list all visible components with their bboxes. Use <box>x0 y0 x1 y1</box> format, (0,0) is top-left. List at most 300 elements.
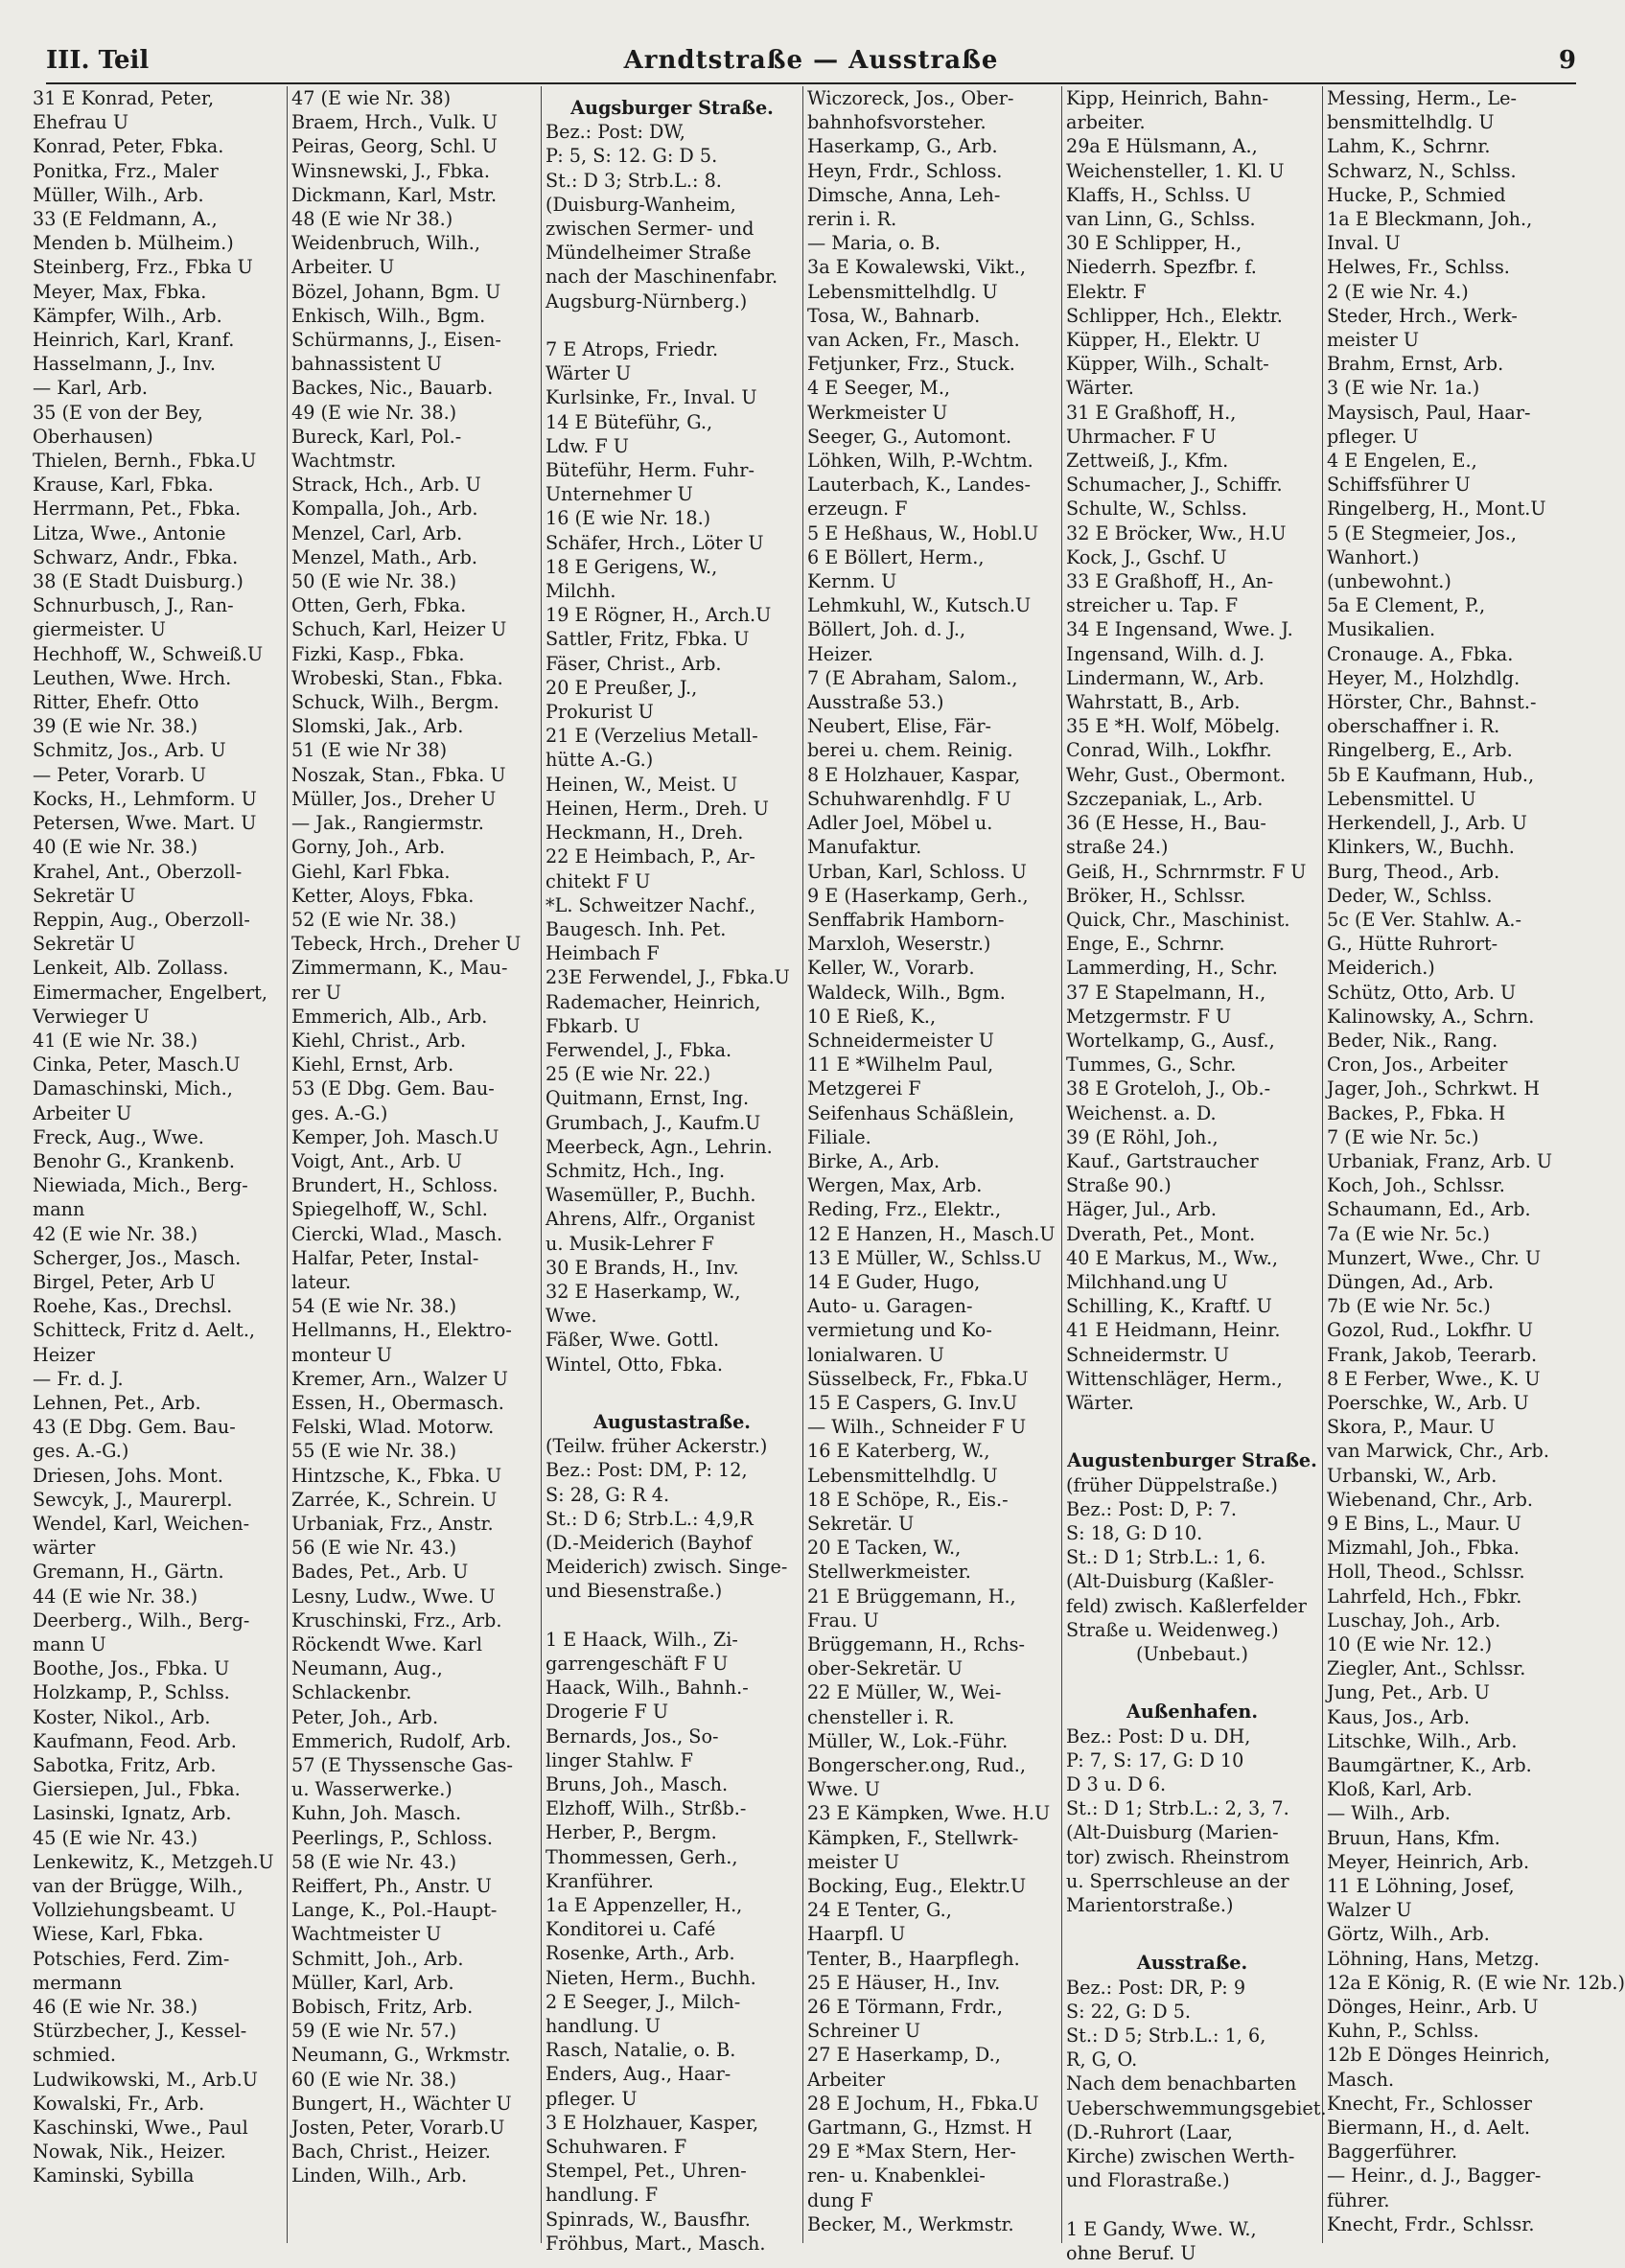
directory-column-5 <box>1062 86 1327 2264</box>
directory-line: Lebensmittel. U <box>1327 787 1476 810</box>
directory-line: Rosenke, Arth., Arb. <box>546 1942 735 1965</box>
directory-line: Herkendell, J., Arb. U <box>1327 812 1527 835</box>
directory-line: Schürmanns, J., Eisen- <box>291 329 501 352</box>
directory-line: 16 (E wie Nr. 18.) <box>546 507 711 530</box>
directory-line: Meyer, Heinrich, Arb. <box>1327 1850 1530 1873</box>
directory-line: 59 (E wie Nr. 57.) <box>291 2020 457 2043</box>
directory-line: Brahm, Ernst, Arb. <box>1327 353 1504 376</box>
directory-line: Sabotka, Fritz, Arb. <box>33 1754 217 1777</box>
directory-line: Heinen, Herm., Dreh. U <box>546 797 769 820</box>
directory-line: Becker, M., Werkmstr. <box>807 2212 1014 2235</box>
directory-line: Hörster, Chr., Bahnst.- <box>1327 691 1537 714</box>
directory-line: Lange, K., Pol.-Haupt- <box>291 1899 498 1922</box>
directory-line: Driesen, Johs. Mont. <box>33 1464 223 1487</box>
directory-line: Zarrée, K., Schrein. U <box>291 1488 498 1511</box>
directory-line: Bez.: Post: DR, P: 9 <box>1066 1976 1246 1999</box>
directory-line: P: 7, S: 17, G: D 10 <box>1066 1748 1244 1771</box>
directory-line: Ritter, Ehefr. Otto <box>33 691 199 714</box>
directory-line: Kiehl, Christ., Arb. <box>291 1029 467 1052</box>
directory-line: 48 (E wie Nr 38.) <box>291 208 453 231</box>
directory-line: Kranführer. <box>546 1869 654 1892</box>
directory-line: Küpper, Wilh., Schalt- <box>1066 353 1269 376</box>
directory-line: Beder, Nik., Rang. <box>1327 1029 1498 1052</box>
directory-line: Heyn, Frdr., Schloss. <box>807 159 1003 182</box>
directory-line: Stürzbecher, J., Kessel- <box>33 2020 247 2043</box>
directory-line: Munzert, Wwe., Chr. U <box>1327 1246 1542 1269</box>
directory-line: Arbeiter <box>807 2068 886 2091</box>
directory-line: straße 24.) <box>1066 836 1169 859</box>
directory-line: Hasselmann, J., Inv. <box>33 353 217 376</box>
directory-line: lateur. <box>291 1270 352 1293</box>
directory-line: 10 (E wie Nr. 12.) <box>1327 1633 1493 1655</box>
directory-line: Schumacher, J., Schiffr. <box>1066 474 1283 497</box>
directory-line: Noszak, Stan., Fbka. U <box>291 763 506 786</box>
directory-line: 1 E Haack, Wilh., Zi- <box>546 1628 738 1651</box>
directory-line: Wachtmeister U <box>291 1923 442 1946</box>
directory-line: — Karl, Arb. <box>33 377 148 400</box>
directory-line: Steder, Hrch., Werk- <box>1327 304 1518 327</box>
directory-line: (Alt-Duisburg (Kaßler- <box>1066 1570 1274 1593</box>
directory-line: Josten, Peter, Vorarb.U <box>291 2117 505 2140</box>
directory-line: Kaus, Jos., Arb. <box>1327 1705 1470 1728</box>
directory-line: Wehr, Gust., Obermont. <box>1066 763 1287 786</box>
street-heading: Augustastraße. <box>593 1410 751 1433</box>
directory-line: Poerschke, W., Arb. U <box>1327 1391 1529 1414</box>
directory-line: 4 E Engelen, E., <box>1327 450 1477 473</box>
directory-line: 33 E Graßhoff, H., An- <box>1066 570 1274 593</box>
directory-line: 38 E Groteloh, J., Ob.- <box>1066 1077 1271 1100</box>
directory-line: Otten, Gerh, Fbka. <box>291 594 467 617</box>
directory-line: Jung, Pet., Arb. U <box>1327 1681 1490 1704</box>
directory-line: chitekt F U <box>546 869 651 892</box>
directory-line: Cinka, Peter, Masch.U <box>33 1053 241 1076</box>
street-heading: Augsburger Straße. <box>570 97 774 119</box>
directory-line: Linden, Wilh., Arb. <box>291 2164 468 2187</box>
directory-line: oberschaffner i. R. <box>1327 715 1500 738</box>
directory-line: Bernards, Jos., So- <box>546 1724 719 1747</box>
directory-line: Schuck, Wilh., Bergm. <box>291 691 499 714</box>
directory-line: van Marwick, Chr., Arb. <box>1327 1440 1549 1463</box>
directory-line: Baggerführer. <box>1327 2141 1458 2164</box>
directory-line: Voigt, Ant., Arb. U <box>291 1149 462 1172</box>
directory-line: St.: D 1; Strb.L.: 2, 3, 7. <box>1066 1797 1289 1820</box>
directory-line: Enkisch, Wilh., Bgm. <box>291 304 486 327</box>
directory-line: 31 E Graßhoff, H., <box>1066 401 1237 424</box>
directory-line: 5 (E Stegmeier, Jos., <box>1327 521 1517 544</box>
directory-line: 40 E Markus, M., Ww., <box>1066 1246 1278 1269</box>
directory-line: 27 E Haserkamp, D., <box>807 2044 1001 2067</box>
directory-line: 12b E Dönges Heinrich, <box>1327 2044 1550 2067</box>
directory-line: Kurlsinke, Fr., Inval. U <box>546 386 757 409</box>
directory-line: 41 (E wie Nr. 38.) <box>33 1029 198 1052</box>
directory-line: Schütz, Otto, Arb. U <box>1327 981 1517 1004</box>
directory-line: Kaufmann, Feod. Arb. <box>33 1729 237 1752</box>
directory-line: Urbaniak, Frz., Anstr. <box>291 1512 494 1535</box>
directory-line: Slomski, Jak., Arb. <box>291 715 464 738</box>
directory-line: wärter <box>33 1537 96 1560</box>
directory-line: 30 E Brands, H., Inv. <box>546 1256 739 1279</box>
directory-line: mann U <box>33 1633 106 1655</box>
directory-line: u. Wasserwerke.) <box>291 1778 453 1801</box>
directory-line: Ehefrau U <box>33 111 129 134</box>
directory-line: bahnassistent U <box>291 353 442 376</box>
directory-line: 53 (E Dbg. Gem. Bau- <box>291 1077 495 1100</box>
directory-line: Weidenbruch, Wilh., <box>291 232 480 255</box>
directory-line: ges. A.-G.) <box>291 1101 388 1124</box>
directory-line: Ciercki, Wlad., Masch. <box>291 1222 503 1245</box>
directory-line: Kipp, Heinrich, Bahn- <box>1066 87 1269 109</box>
directory-line: Uhrmacher. F U <box>1066 425 1217 448</box>
directory-line: Luschay, Joh., Arb. <box>1327 1608 1501 1632</box>
directory-line: lonialwaren. U <box>807 1343 944 1366</box>
directory-line: hütte A.-G.) <box>546 749 654 772</box>
directory-line: S: 28, G: R 4. <box>546 1483 670 1506</box>
directory-line: Schwarz, Andr., Fbka. <box>33 545 239 568</box>
directory-line: 56 (E wie Nr. 43.) <box>291 1537 457 1560</box>
directory-line: Senffabrik Hamborn- <box>807 908 1005 931</box>
directory-line: Kock, J., Gschf. U <box>1066 545 1227 568</box>
directory-line: Tebeck, Hrch., Dreher U <box>291 933 522 956</box>
directory-line <box>1066 2192 1318 2216</box>
directory-line: Kremer, Arn., Walzer U <box>291 1367 508 1390</box>
directory-line: Haserkamp, G., Arb. <box>807 135 998 158</box>
directory-line: Verwieger U <box>33 1005 150 1028</box>
directory-line: 19 E Rögner, H., Arch.U <box>546 604 772 627</box>
directory-line: Görtz, Wilh., Arb. <box>1327 1923 1490 1946</box>
directory-line: Steinberg, Frz., Fbka U <box>33 256 253 279</box>
directory-line: Fäßer, Wwe. Gottl. <box>546 1329 720 1352</box>
directory-line: Herber, P., Bergm. <box>546 1821 717 1844</box>
directory-line: vermietung und Ko- <box>807 1319 992 1342</box>
directory-line: (Alt-Duisburg (Marien- <box>1066 1821 1279 1844</box>
directory-line: Holl, Theod., Schlssr. <box>1327 1561 1525 1584</box>
directory-line: Schaumann, Ed., Arb. <box>1327 1198 1531 1221</box>
directory-line: 39 (E wie Nr. 38.) <box>33 715 198 738</box>
directory-line: Seeger, G., Automont. <box>807 425 1012 448</box>
directory-line: Emmerich, Rudolf, Arb. <box>291 1729 512 1752</box>
directory-line: *L. Schweitzer Nachf., <box>546 893 756 916</box>
directory-line: Reiffert, Ph., Anstr. U <box>291 1875 492 1898</box>
directory-line: 36 (E Hesse, H., Bau- <box>1066 812 1266 835</box>
directory-line: Ueberschwemmungsgebiet. <box>1066 2096 1327 2119</box>
directory-line: Meerbeck, Agn., Lehrin. <box>546 1135 773 1158</box>
directory-line: Giehl, Karl Fbka. <box>291 860 451 883</box>
directory-line: Ketter, Aloys, Fbka. <box>291 884 475 907</box>
directory-line <box>546 1604 799 1628</box>
directory-line: Cron, Jos., Arbeiter <box>1327 1053 1508 1076</box>
directory-line: 12 E Hanzen, H., Masch.U <box>807 1222 1056 1245</box>
directory-line: 7 (E Abraham, Salom., <box>807 666 1018 689</box>
directory-line: van Linn, G., Schlss. <box>1066 208 1256 231</box>
directory-line: 42 (E wie Nr. 38.) <box>33 1222 198 1245</box>
directory-line: Ludwikowski, M., Arb.U <box>33 2068 258 2091</box>
directory-line: Lenkeit, Alb. Zollass. <box>33 957 229 980</box>
directory-line <box>1066 1666 1318 1690</box>
directory-line: Dönges, Heinr., Arb. U <box>1327 1996 1539 2019</box>
directory-line: Milchhand.ung U <box>1066 1270 1228 1293</box>
directory-line: Lenkewitz, K., Metzgeh.U <box>33 1850 274 1873</box>
directory-line: handlung. F <box>546 2184 659 2207</box>
directory-column-3 <box>542 86 803 2255</box>
directory-line: chensteller i. R. <box>807 1705 955 1728</box>
directory-line: 5a E Clement, P., <box>1327 594 1486 617</box>
directory-line: Essen, H., Obermasch. <box>291 1391 504 1414</box>
directory-line: Dverath, Pet., Mont. <box>1066 1222 1256 1245</box>
directory-line <box>546 1377 799 1400</box>
directory-line: 7 E Atrops, Friedr. <box>546 338 719 361</box>
directory-line: Hechhoff, W., Schweiß.U <box>33 642 264 665</box>
directory-line: S: 18, G: D 10. <box>1066 1521 1203 1544</box>
directory-line: bensmittelhdlg. U <box>1327 111 1495 134</box>
directory-line: Rademacher, Heinrich, <box>546 990 761 1013</box>
directory-line: Kauf., Gartstraucher <box>1066 1149 1259 1172</box>
directory-line: Metzgerei F <box>807 1077 921 1100</box>
directory-line: Bocking, Eug., Elektr.U <box>807 1875 1027 1898</box>
directory-line: Felski, Wlad. Motorw. <box>291 1416 495 1439</box>
directory-line: Lahrfeld, Hch., Fbkr. <box>1327 1585 1522 1608</box>
directory-line: 18 E Gerigens, W., <box>546 555 718 578</box>
directory-line: Nowak, Nik., Heizer. <box>33 2141 226 2164</box>
directory-line: Kaminski, Sybilla <box>33 2164 195 2187</box>
directory-line: 58 (E wie Nr. 43.) <box>291 1850 457 1873</box>
directory-line: Boothe, Jos., Fbka. U <box>33 1657 230 1680</box>
directory-line: Spinrads, W., Bausfhr. <box>546 2208 751 2231</box>
directory-line: Neubert, Elise, Fär- <box>807 715 992 738</box>
directory-line: Wanhort.) <box>1327 545 1420 568</box>
directory-line: dung F <box>807 2188 873 2211</box>
directory-line: Schitteck, Fritz d. Aelt., <box>33 1319 256 1342</box>
directory-line: Herrmann, Pet., Fbka. <box>33 498 242 521</box>
directory-line: Geiß, H., Schrnrmstr. F U <box>1066 860 1307 883</box>
directory-line: 40 (E wie Nr. 38.) <box>33 836 198 859</box>
directory-line: Schneidermstr. U <box>1066 1343 1230 1366</box>
directory-line: Sattler, Fritz, Fbka. U <box>546 628 750 651</box>
directory-line: (D.-Ruhrort (Laar, <box>1066 2120 1233 2143</box>
directory-line: Reding, Frz., Elektr., <box>807 1198 1002 1221</box>
directory-line: Löhning, Hans, Metzg. <box>1327 1947 1540 1970</box>
directory-line: Heyer, M., Holzhdlg. <box>1327 666 1521 689</box>
directory-line: 29 E *Max Stern, Her- <box>807 2141 1016 2164</box>
directory-line: Dickmann, Karl, Mstr. <box>291 183 498 206</box>
directory-line: Neumann, G., Wrkmstr. <box>291 2044 511 2067</box>
directory-line: Wittenschläger, Herm., <box>1066 1367 1283 1390</box>
directory-line: rerin i. R. <box>807 208 897 231</box>
directory-line: 39 (E Röhl, Joh., <box>1066 1125 1219 1148</box>
running-title: Arndtstraße — Ausstraße <box>623 46 999 75</box>
directory-column-6 <box>1323 86 1625 2243</box>
directory-line: Kiehl, Ernst, Arb. <box>291 1053 454 1076</box>
directory-line: Vollziehungsbeamt. U <box>33 1899 237 1922</box>
directory-line: Burg, Theod., Arb. <box>1327 860 1500 883</box>
directory-line: — Fr. d. J. <box>33 1367 124 1390</box>
directory-line: Winsnewski, J., Fbka. <box>291 159 490 182</box>
directory-line: Frau. U <box>807 1608 879 1632</box>
directory-line: Messing, Herm., Le- <box>1327 87 1518 109</box>
directory-line: Röckendt Wwe. Karl <box>291 1633 482 1655</box>
directory-line: Menden b. Mülheim.) <box>33 232 234 255</box>
directory-line: Kämpken, F., Stellwrk- <box>807 1826 1019 1849</box>
directory-line: Weichensteller, 1. Kl. U <box>1066 159 1285 182</box>
directory-line: Adler Joel, Möbel u. <box>807 812 993 835</box>
directory-line: Müller, Karl, Arb. <box>291 1971 454 1994</box>
directory-line: Biermann, H., d. Aelt. <box>1327 2117 1530 2140</box>
directory-line: Elzhoff, Wilh., Strßb.- <box>546 1797 747 1820</box>
directory-line: Neumann, Aug., <box>291 1657 443 1680</box>
directory-line: Kowalski, Fr., Arb. <box>33 2092 205 2115</box>
directory-line: Bobisch, Fritz, Arb. <box>291 1996 474 2019</box>
directory-line: Müller, W., Lok.-Führ. <box>807 1729 1009 1752</box>
directory-line: 11 E *Wilhelm Paul, <box>807 1053 994 1076</box>
directory-line: 5 E Heßhaus, W., Hobl.U <box>807 521 1039 544</box>
directory-line: garrengeschäft F U <box>546 1653 729 1675</box>
directory-line: van Acken, Fr., Masch. <box>807 329 1020 352</box>
directory-line: 32 E Bröcker, Ww., H.U <box>1066 521 1287 544</box>
directory-line: D 3 u. D 6. <box>1066 1773 1167 1796</box>
directory-line: u. Sperrschleuse an der <box>1066 1869 1289 1892</box>
directory-line: Gremann, H., Gärtn. <box>33 1561 224 1584</box>
directory-line: Wasemüller, P., Buchh. <box>546 1184 756 1207</box>
directory-line: Frank, Jakob, Teerarb. <box>1327 1343 1538 1366</box>
directory-line: St.: D 5; Strb.L.: 1, 6, <box>1066 2025 1266 2048</box>
directory-line: mann <box>33 1198 85 1221</box>
directory-line: Drogerie F U <box>546 1701 669 1724</box>
directory-line: Kirche) zwischen Werth- <box>1066 2145 1295 2168</box>
directory-line: 9 E (Haserkamp, Gerh., <box>807 884 1029 907</box>
directory-line: Nieten, Herm., Buchh. <box>546 1966 756 1989</box>
directory-line: 47 (E wie Nr. 38) <box>291 87 452 109</box>
directory-line: Litza, Wwe., Antonie <box>33 521 226 544</box>
directory-line: rer U <box>291 981 341 1004</box>
directory-column-1 <box>29 86 288 2243</box>
directory-line: Ldw. F U <box>546 434 629 457</box>
directory-line: Wortelkamp, G., Ausf., <box>1066 1029 1275 1052</box>
directory-line: 7b (E wie Nr. 5c.) <box>1327 1295 1491 1318</box>
directory-line: Hellmanns, H., Elektro- <box>291 1319 512 1342</box>
directory-line: Zimmermann, K., Mau- <box>291 957 508 980</box>
directory-line: Fizki, Kasp., Fbka. <box>291 642 465 665</box>
directory-line: — Wilh., Schneider F U <box>807 1416 1027 1439</box>
directory-line: Wärter. <box>1066 377 1134 400</box>
directory-line: 14 E Büteführ, G., <box>546 410 713 433</box>
directory-line: Kompalla, Joh., Arb. <box>291 498 478 521</box>
directory-line: Auto- u. Garagen- <box>807 1295 973 1318</box>
directory-line: pfleger. U <box>1327 425 1419 448</box>
directory-line: Petersen, Wwe. Mart. U <box>33 812 257 835</box>
directory-line: Benohr G., Krankenb. <box>33 1149 235 1172</box>
directory-line: Mizmahl, Joh., Fbka. <box>1327 1537 1520 1560</box>
directory-line: Fäser, Christ., Arb. <box>546 652 722 675</box>
directory-line: St.: D 6; Strb.L.: 4,9,R <box>546 1507 754 1530</box>
directory-line: ren- u. Knabenklei- <box>807 2164 986 2187</box>
directory-line: Wergen, Max, Arb. <box>807 1174 983 1197</box>
directory-line: 1a E Bleckmann, Joh., <box>1327 208 1533 231</box>
directory-line: Tosa, W., Bahnarb. <box>807 304 981 327</box>
directory-line: Fetjunker, Frz., Stuck. <box>807 353 1015 376</box>
directory-line: Roehe, Kas., Drechsl. <box>33 1295 233 1318</box>
directory-line: 7 (E wie Nr. 5c.) <box>1327 1125 1479 1148</box>
directory-line: Backes, P., Fbka. H <box>1327 1101 1506 1124</box>
page-number: 9 <box>1558 46 1576 75</box>
directory-line: 11 E Löhning, Josef, <box>1327 1875 1515 1898</box>
directory-line: Ponitka, Frz., Maler <box>33 159 219 182</box>
directory-line: Kämpfer, Wilh., Arb. <box>33 304 222 327</box>
directory-line: Heinrich, Karl, Kranf. <box>33 329 235 352</box>
directory-line: 44 (E wie Nr. 38.) <box>33 1585 198 1608</box>
directory-line: 13 E Müller, W., Schlss.U <box>807 1246 1042 1269</box>
directory-line: Hintzsche, K., Fbka. U <box>291 1464 502 1487</box>
directory-line: Quitmann, Ernst, Ing. <box>546 1087 750 1110</box>
directory-line: Helwes, Fr., Schlss. <box>1327 256 1510 279</box>
directory-line: (Duisburg-Wanheim, <box>546 193 736 216</box>
directory-line: 21 E Brüggemann, H., <box>807 1585 1016 1608</box>
directory-line: Büteführ, Herm. Fuhr- <box>546 459 754 482</box>
directory-line: 22 E Müller, W., Wei- <box>807 1681 1002 1704</box>
directory-line: Schuch, Karl, Heizer U <box>291 618 507 641</box>
directory-line: Arbeiter. U <box>291 256 395 279</box>
directory-line: Bongerscher.ong, Rud., <box>807 1754 1026 1777</box>
directory-line <box>1066 1415 1318 1439</box>
directory-line: berei u. chem. Reinig. <box>807 739 1013 762</box>
directory-line: Urbanski, W., Arb. <box>1327 1464 1497 1487</box>
directory-line: Lehmkuhl, W., Kutsch.U <box>807 594 1032 617</box>
directory-line: Zettweiß, J., Kfm. <box>1066 450 1229 473</box>
directory-line: 38 (E Stadt Duisburg.) <box>33 570 244 593</box>
directory-line: 9 E Bins, L., Maur. U <box>1327 1512 1521 1535</box>
directory-line: Schwarz, N., Schlss. <box>1327 159 1517 182</box>
directory-line: Bruun, Hans, Kfm. <box>1327 1826 1500 1849</box>
directory-line: 15 E Caspers, G. Inv.U <box>807 1391 1018 1414</box>
directory-line: Fbkarb. U <box>546 1014 640 1037</box>
directory-line: 35 (E von der Bey, <box>33 401 203 424</box>
directory-line: Rasch, Natalie, o. B. <box>546 2039 736 2062</box>
directory-line: 51 (E wie Nr 38) <box>291 739 448 762</box>
directory-line: Schmitz, Jos., Arb. U <box>33 739 226 762</box>
directory-line: Bungert, H., Wächter U <box>291 2092 512 2115</box>
directory-line: Bez.: Post: D, P: 7. <box>1066 1497 1238 1520</box>
directory-line: (unbewohnt.) <box>1327 570 1451 593</box>
directory-line: Niewiada, Mich., Berg- <box>33 1174 248 1197</box>
directory-line: Knecht, Frdr., Schlssr. <box>1327 2212 1535 2235</box>
page-header <box>46 44 1576 84</box>
directory-line: Ziegler, Ant., Schlssr. <box>1327 1657 1526 1680</box>
directory-line: Kloß, Karl, Arb. <box>1327 1778 1473 1801</box>
directory-line: Ausstraße 53.) <box>807 691 944 714</box>
directory-line: Heimbach F <box>546 942 660 965</box>
directory-line: u. Musik-Lehrer F <box>546 1232 714 1255</box>
directory-line: 8 E Holzhauer, Kaspar, <box>807 763 1021 786</box>
directory-line: 3 (E wie Nr. 1a.) <box>1327 377 1480 400</box>
directory-line: Sekretär U <box>33 933 136 956</box>
directory-line: Tenter, B., Haarpflegh. <box>807 1947 1020 1970</box>
directory-line: Schlipper, Hch., Elektr. <box>1066 304 1283 327</box>
directory-line: Wärter. <box>1066 1391 1134 1414</box>
directory-line: Wendel, Karl, Weichen- <box>33 1512 250 1535</box>
directory-line: Müller, Jos., Dreher U <box>291 787 497 810</box>
directory-line: 5c (E Ver. Stahlw. A.- <box>1327 908 1521 931</box>
directory-line: 20 E Tacken, W., <box>807 1537 962 1560</box>
directory-line: Walzer U <box>1327 1899 1412 1922</box>
directory-line: Meiderich.) <box>1327 957 1435 980</box>
directory-line: Peerlings, P., Schloss. <box>291 1826 493 1849</box>
directory-line: mermann <box>33 1971 123 1994</box>
directory-line: 1a E Appenzeller, H., <box>546 1894 743 1917</box>
directory-line: Bach, Christ., Heizer. <box>291 2141 491 2164</box>
directory-line: Ringelberg, H., Mont.U <box>1327 498 1546 521</box>
directory-line: 54 (E wie Nr. 38.) <box>291 1295 457 1318</box>
directory-line: Gorny, Joh., Arb. <box>291 836 446 859</box>
directory-line: Dimsche, Anna, Leh- <box>807 183 1001 206</box>
directory-line: Bözel, Johann, Bgm. U <box>291 280 501 303</box>
